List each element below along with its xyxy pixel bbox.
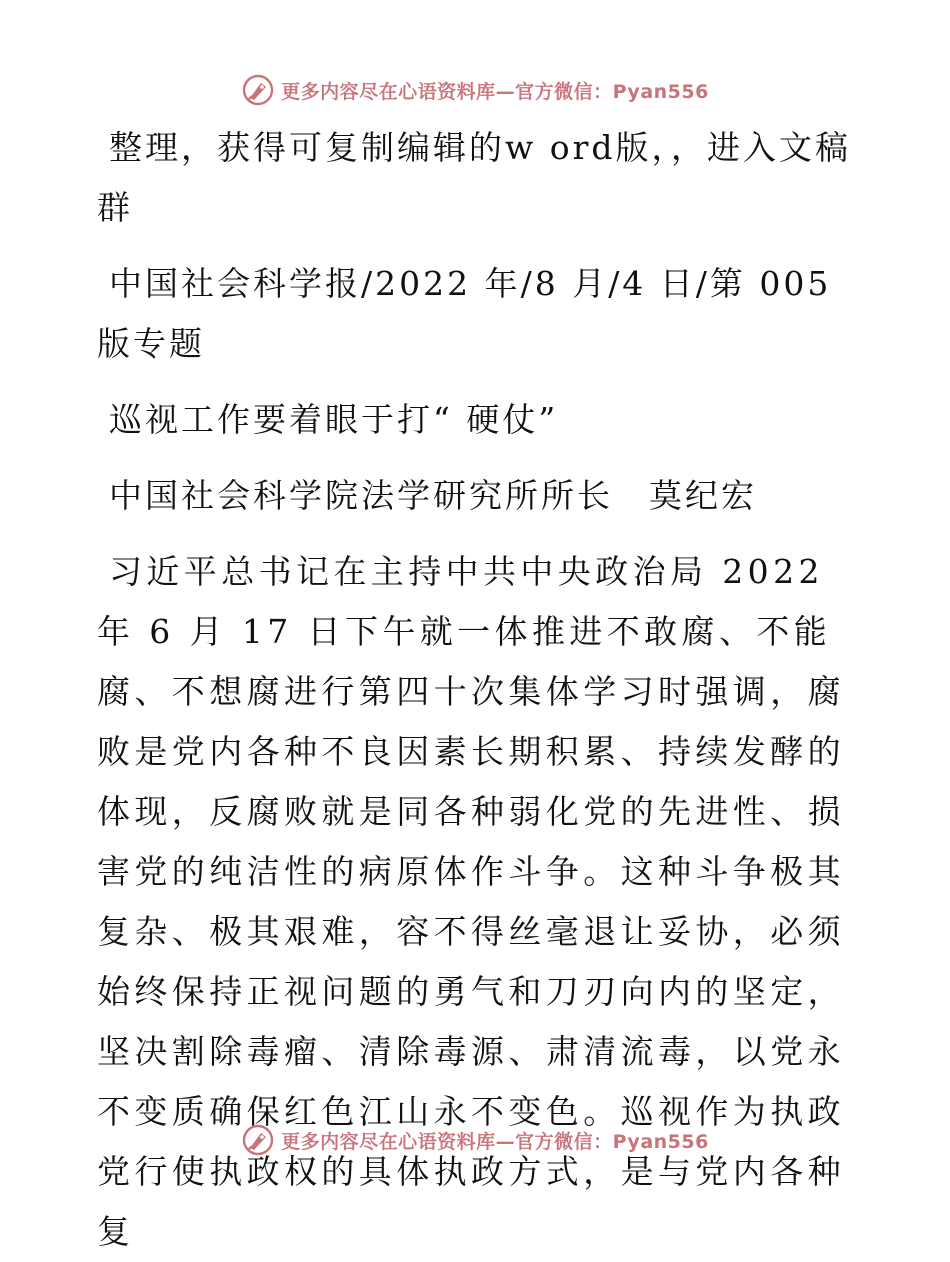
article-paragraph: 习近平总书记在主持中共中央政治局 2022 年 6 月 17 日下午就一体推进不敢腐、不能腐、不想腐进行第四十次集体学习时强调，腐败是党内各种不良因素长期积累、持续发酵的体现，反腐败就是同各种弱化党的先进性、损害党的纯洁性的病原体作斗争。这种斗争极其复杂、极其艰难，容不得丝毫退让妥协，必须始终保持正视问题的勇气和刀刃向内的坚定，坚决割除毒瘤、清除毒源、肃清流毒，以党永不变质确保红色江山永不变色。巡视作为执政党行使执政权的具体执政方式，是与党内各种复 xyxy=(97,552,845,1251)
intro-note: 整理，获得可复制编辑的w ord版，，进入文稿群 xyxy=(97,128,852,227)
footer-watermark-banner xyxy=(0,1120,950,1160)
header-watermark-banner xyxy=(0,70,950,110)
source-line: 中国社会科学报/2022 年/8 月/4 日/第 005 版专题 xyxy=(97,264,832,363)
watermark-text: 更多内容尽在心语资料库—官方微信：Pyan556 xyxy=(281,1130,709,1153)
document-body xyxy=(97,118,857,1262)
article-title: 巡视工作要着眼于打“ 硬仗” xyxy=(109,400,559,439)
pen-nib-logo-icon xyxy=(241,73,275,107)
pen-nib-logo-icon xyxy=(241,1123,275,1157)
watermark-text: 更多内容尽在心语资料库—官方微信：Pyan556 xyxy=(281,80,709,103)
author-line: 中国社会科学院法学研究所所长 莫纪宏 xyxy=(109,476,757,515)
